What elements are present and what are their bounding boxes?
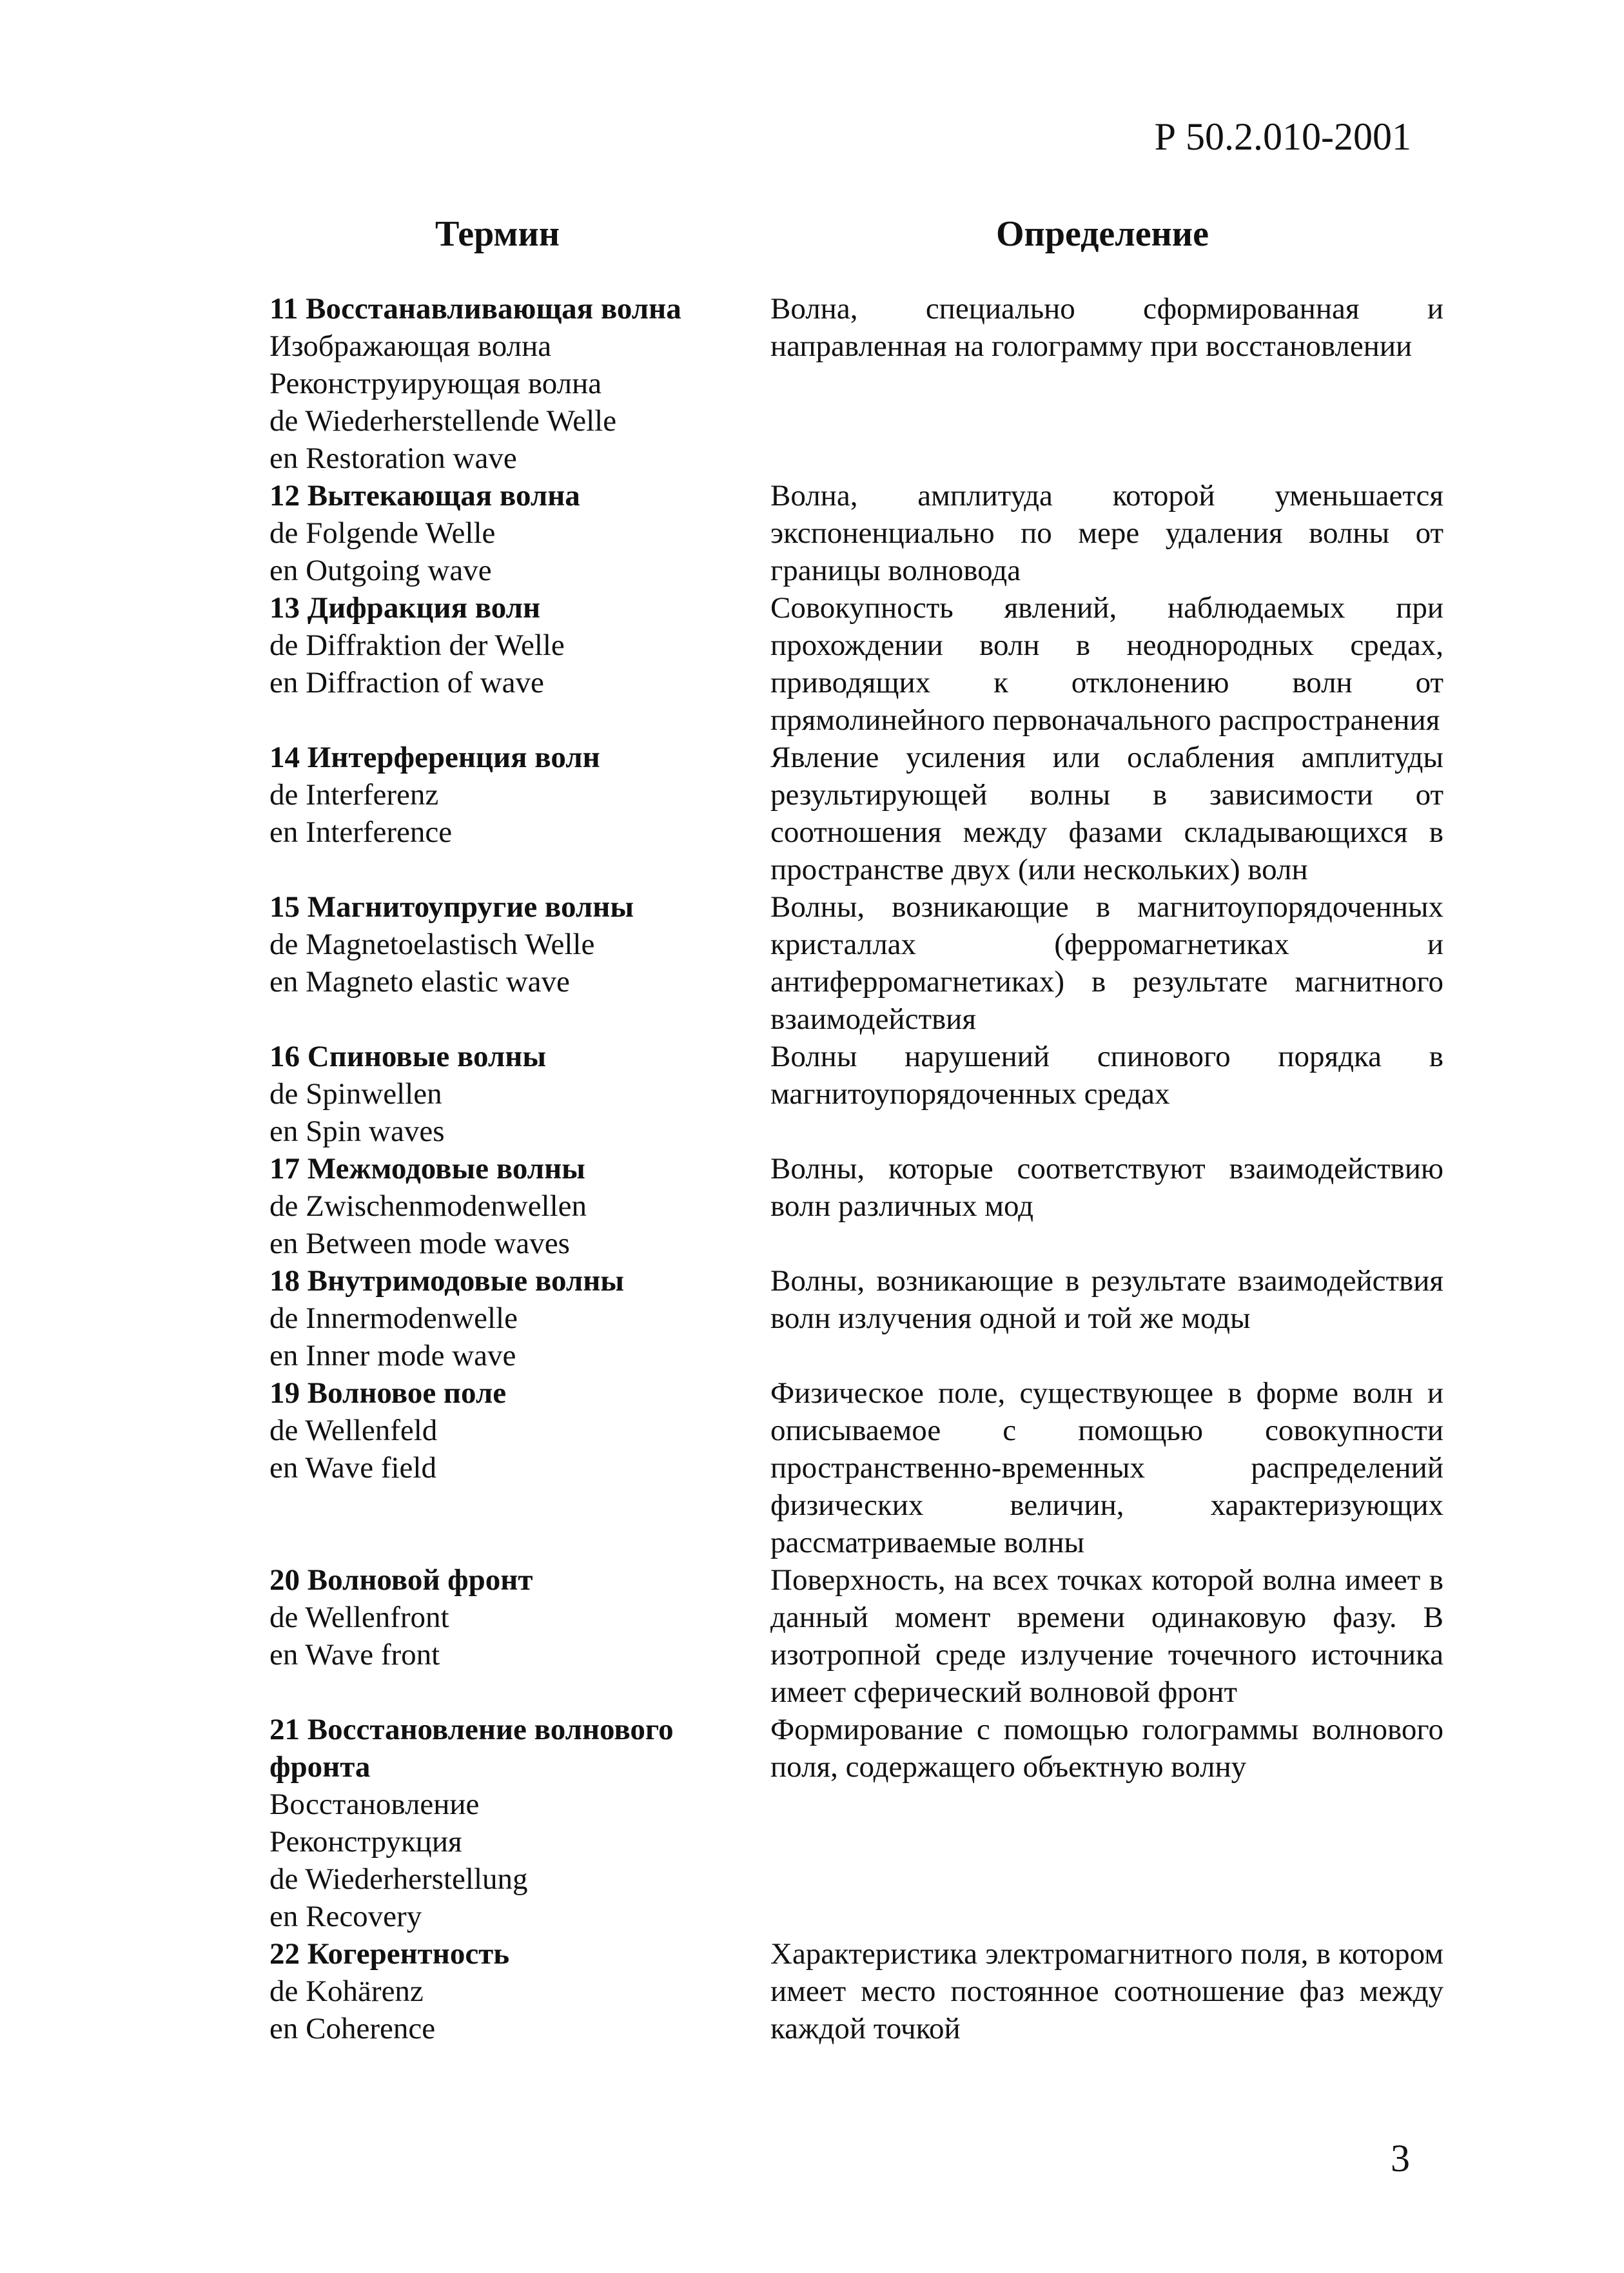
- term-synonym: Изображающая волна: [269, 329, 552, 363]
- column-heading-term: Термин: [435, 214, 560, 254]
- term-english: en Magneto elastic wave: [269, 965, 570, 999]
- term-title: 22 Когерентность: [269, 1937, 510, 1971]
- term-german: de Diffraktion der Welle: [269, 629, 565, 662]
- term-title-continued: фронта: [269, 1750, 371, 1784]
- term-synonym: Реконструирующая волна: [269, 367, 602, 400]
- term-english: en Outgoing wave: [269, 554, 492, 587]
- term-english: en Restoration wave: [269, 442, 517, 475]
- term-entry: [0, 1262, 1624, 1374]
- term-german: de Wiederherstellung: [269, 1862, 528, 1896]
- term-german: de Interferenz: [269, 778, 439, 812]
- terms-table: [0, 290, 1624, 2047]
- term-german: de Wellenfeld: [269, 1414, 438, 1447]
- term-definition: Совокупность явлений, наблюдаемых при прохождении волн в неоднородных средах, приводящих к отклонению волн от прямолинейного первоначального распространения: [770, 591, 1443, 737]
- term-german: de Kohärenz: [269, 1975, 424, 2008]
- term-german: de Folgende Welle: [269, 516, 496, 550]
- term-synonym: Реконструкция: [269, 1825, 462, 1858]
- term-english: en Between mode waves: [269, 1227, 570, 1260]
- column-heading-definition: Определение: [996, 214, 1209, 254]
- term-definition: Волны нарушений спинового порядка в магнитоупорядоченных средах: [770, 1040, 1443, 1111]
- term-title: 12 Вытекающая волна: [269, 479, 580, 512]
- term-definition: Формирование с помощью голограммы волнового поля, содержащего объектную волну: [770, 1713, 1443, 1784]
- term-german: de Spinwellen: [269, 1077, 442, 1111]
- term-title: 17 Межмодовые волны: [269, 1152, 585, 1185]
- term-title: 16 Спиновые волны: [269, 1040, 547, 1073]
- term-english: en Diffraction of wave: [269, 666, 544, 699]
- term-definition: Поверхность, на всех точках которой волна имеет в данный момент времени одинаковую фазу. В изотропной среде излучение точечного источника имеет сферический волновой фронт: [770, 1563, 1443, 1709]
- term-title: 15 Магнитоупругие волны: [269, 890, 634, 924]
- term-definition: Волна, специально сформированная и направленная на голограмму при восстановлении: [770, 292, 1443, 363]
- term-title: 13 Дифракция волн: [269, 591, 541, 625]
- term-english: en Wave front: [269, 1638, 440, 1672]
- term-title: 11 Восстанавливающая волна: [269, 292, 681, 326]
- term-english: en Wave field: [269, 1451, 436, 1485]
- term-entry: [0, 1150, 1624, 1262]
- term-definition: Волна, амплитуда которой уменьшается экспоненциально по мере удаления волны от границы волновода: [770, 479, 1443, 587]
- term-german: de Innermodenwelle: [269, 1302, 518, 1335]
- term-german: de Wellenfront: [269, 1601, 449, 1634]
- term-english: en Recovery: [269, 1900, 422, 1933]
- term-definition: Физическое поле, существующее в форме волн и описываемое с помощью совокупности пространственно-временных распределений физических величин, характеризующих рассматриваемые волны: [770, 1376, 1443, 1559]
- term-title: 19 Волновое поле: [269, 1376, 507, 1410]
- term-entry: [0, 1561, 1624, 1711]
- term-entry: [0, 1711, 1624, 1935]
- term-english: en Spin waves: [269, 1115, 445, 1148]
- term-entry: [0, 477, 1624, 589]
- term-english: en Interference: [269, 815, 453, 849]
- term-definition: Волны, возникающие в результате взаимодействия волн излучения одной и той же моды: [770, 1264, 1443, 1335]
- term-entry: [0, 1935, 1624, 2047]
- term-title: 18 Внутримодовые волны: [269, 1264, 624, 1298]
- term-entry: [0, 1374, 1624, 1561]
- term-title: 21 Восстановление волнового: [269, 1713, 674, 1746]
- page-number: 3: [1391, 2137, 1410, 2180]
- term-english: en Coherence: [269, 2012, 436, 2045]
- term-entry: [0, 739, 1624, 888]
- term-german: de Wiederherstellende Welle: [269, 404, 617, 438]
- term-definition: Волны, которые соответствуют взаимодействию волн различных мод: [770, 1152, 1443, 1223]
- term-entry: [0, 888, 1624, 1038]
- term-entry: [0, 1038, 1624, 1150]
- term-english: en Inner mode wave: [269, 1339, 516, 1372]
- term-definition: Явление усиления или ослабления амплитуды результирующей волны в зависимости от соотношения между фазами складывающихся в пространстве двух (или нескольких) волн: [770, 741, 1443, 886]
- document-code: Р 50.2.010-2001: [1154, 115, 1411, 158]
- term-entry: [0, 290, 1624, 477]
- term-german: de Magnetoelastisch Welle: [269, 928, 595, 961]
- term-title: 14 Интерференция волн: [269, 741, 600, 774]
- term-definition: Характеристика электромагнитного поля, в котором имеет место постоянное соотношение фаз между каждой точкой: [770, 1937, 1443, 2045]
- term-german: de Zwischenmodenwellen: [269, 1189, 587, 1223]
- term-definition: Волны, возникающие в магнитоупорядоченных кристаллах (ферромагнетиках и антиферромагнетиках) в результате магнитного взаимодействия: [770, 890, 1443, 1036]
- term-title: 20 Волновой фронт: [269, 1563, 533, 1597]
- term-entry: [0, 589, 1624, 739]
- term-synonym: Восстановление: [269, 1788, 480, 1821]
